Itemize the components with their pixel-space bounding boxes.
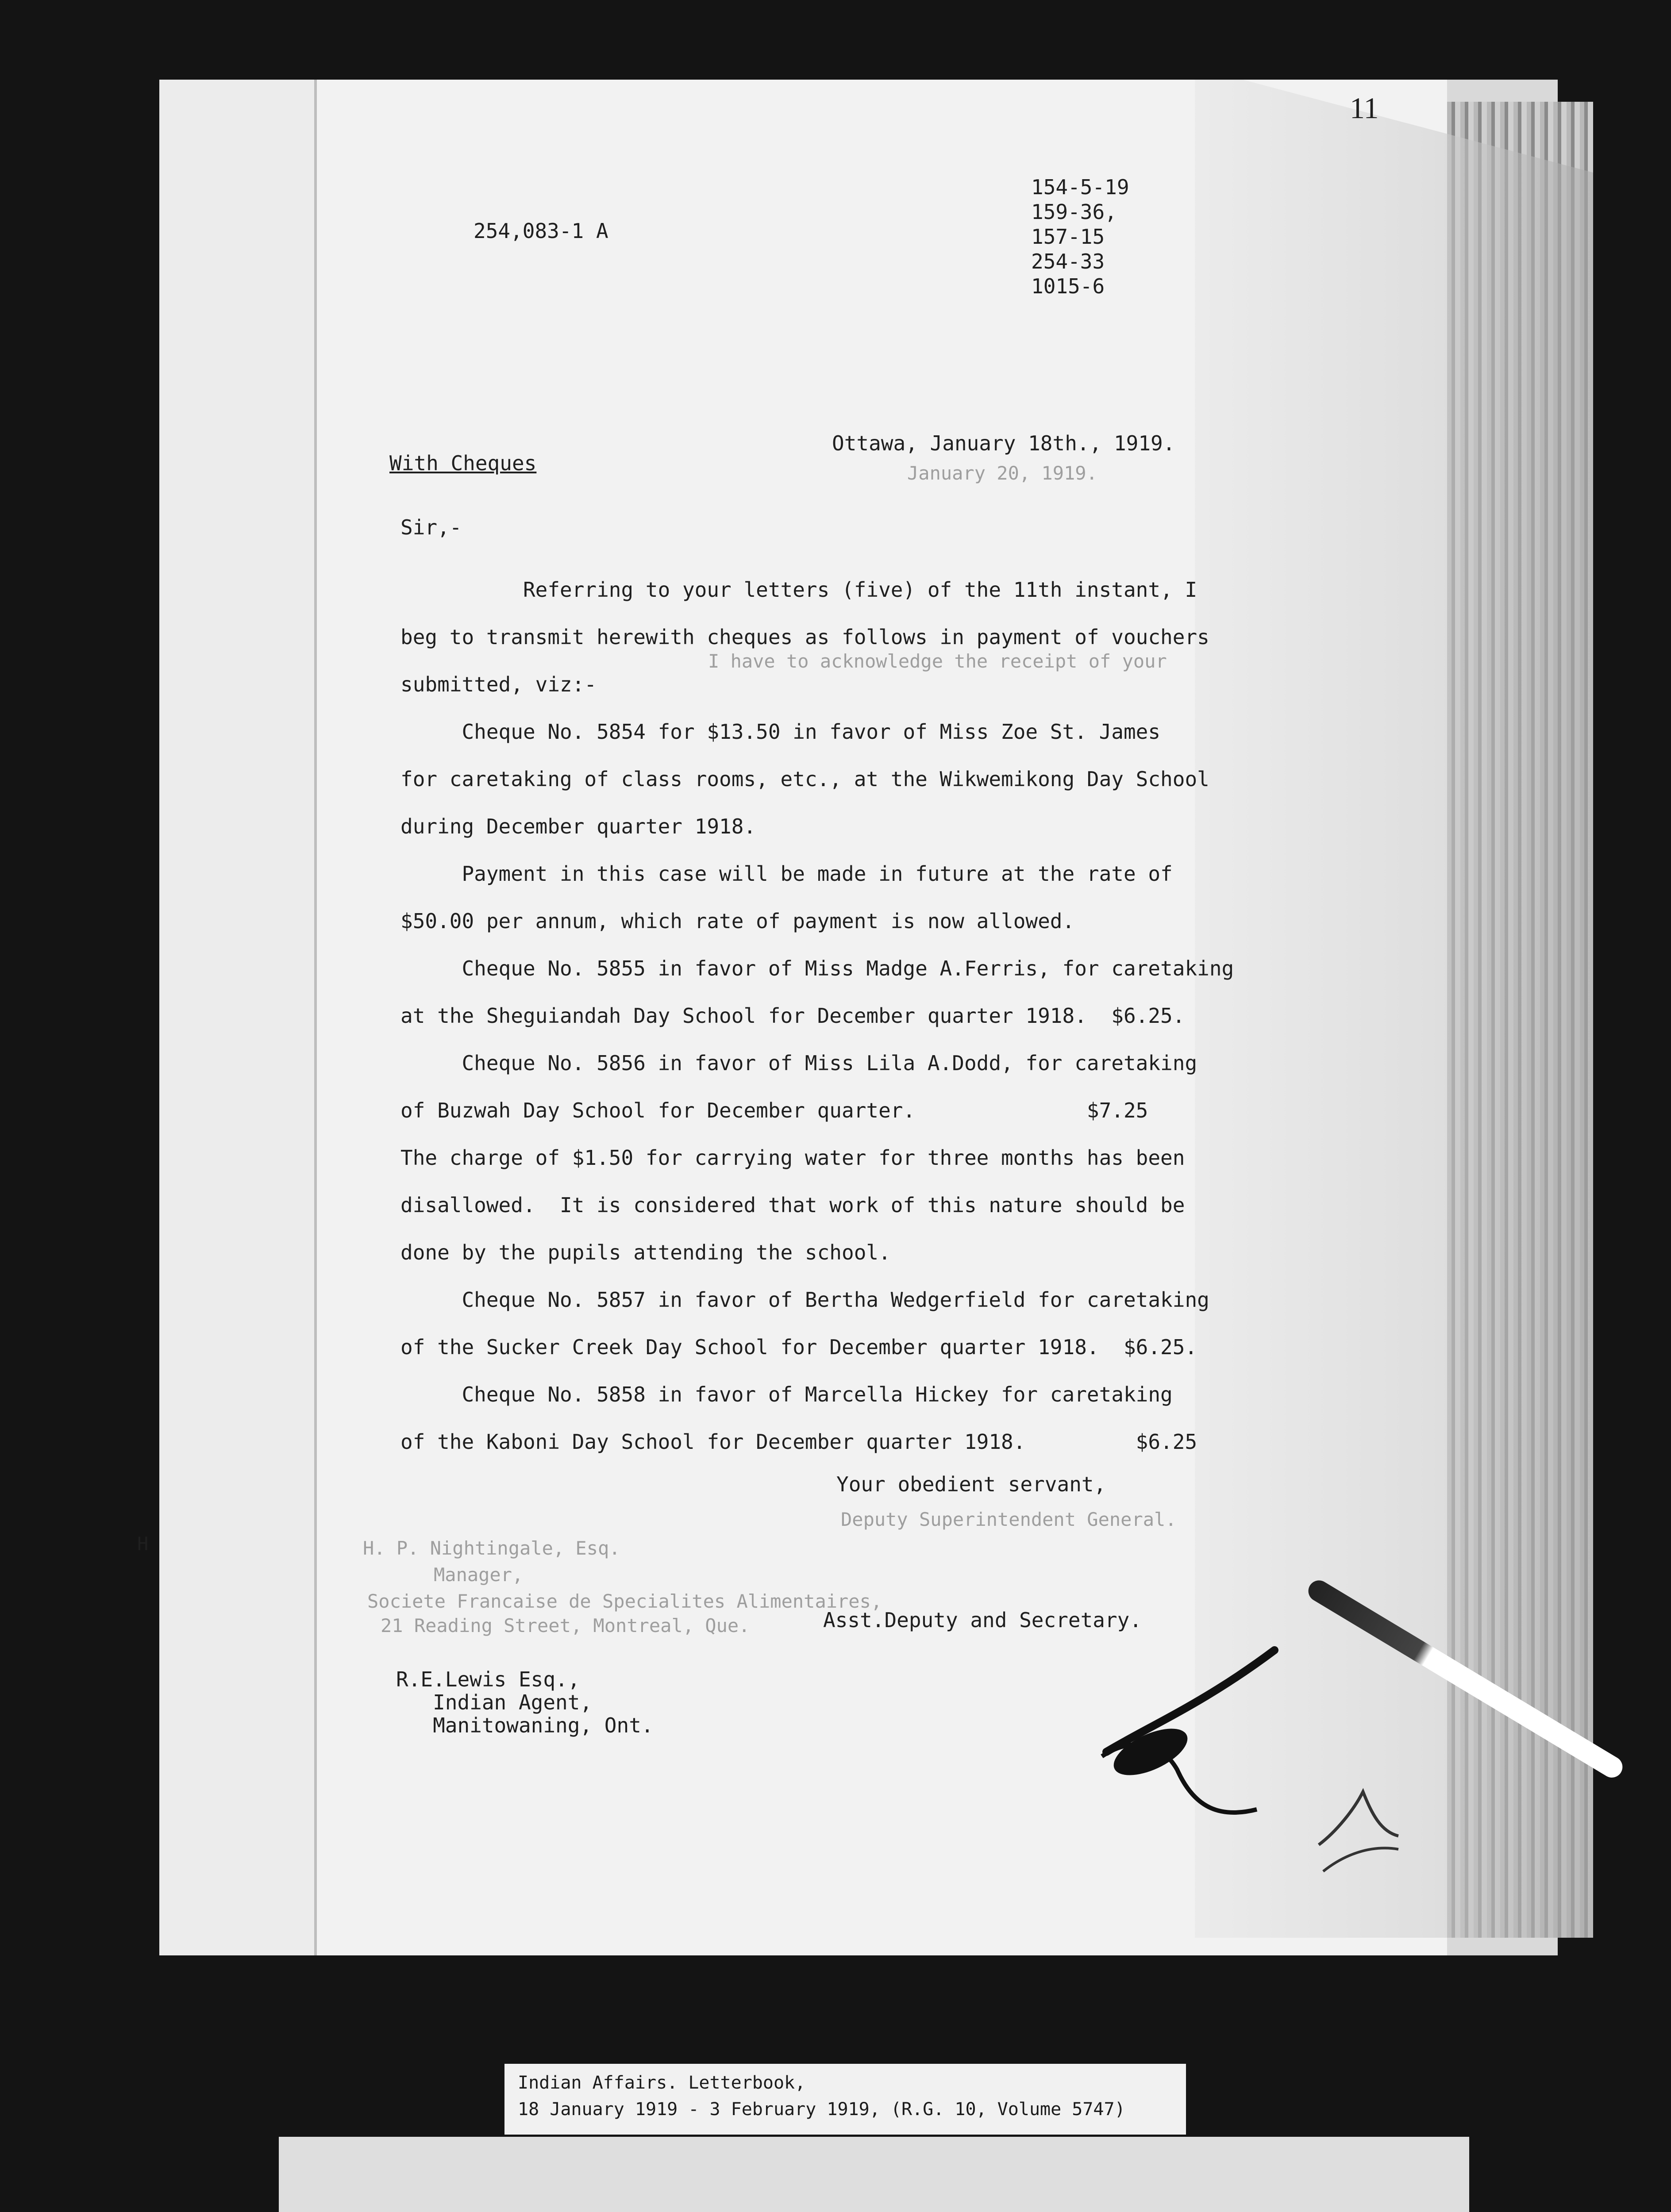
body-line: Cheque No. 5855 in favor of Miss Madge A.Ferris, for caretaking [400, 956, 1234, 980]
signature-title: Asst.Deputy and Secretary. [823, 1608, 1142, 1632]
label-line: 18 January 1919 - 3 February 1919, (R.G. 10, Volume 5747) [518, 2099, 1125, 2120]
body-line: during December quarter 1918. [400, 814, 756, 838]
binding-strip [159, 80, 317, 1955]
signature-mark [1089, 1624, 1425, 1960]
bleed-address: Societe Francaise de Specialites Alimentaires, [367, 1590, 882, 1612]
file-ref: 157-15 [1031, 225, 1105, 249]
body-line: of the Sucker Creek Day School for December quarter 1918. $6.25. [400, 1335, 1197, 1359]
letter-date: Ottawa, January 18th., 1919. [832, 431, 1175, 455]
addressee-line: R.E.Lewis Esq., [396, 1667, 580, 1691]
body-line: The charge of $1.50 for carrying water for three months has been [400, 1146, 1185, 1170]
body-line: Payment in this case will be made in future at the rate of [400, 862, 1173, 886]
body-line: at the Sheguiandah Day School for December quarter 1918. $6.25. [400, 1004, 1185, 1028]
bleed-title: Deputy Superintendent General. [841, 1509, 1177, 1530]
addressee [396, 1668, 654, 1737]
closing: Your obedient servant, [836, 1472, 1106, 1496]
body-line: Cheque No. 5854 for $13.50 in favor of Miss Zoe St. James [400, 720, 1161, 744]
file-ref: 159-36, [1031, 200, 1117, 224]
salutation: Sir,- [400, 515, 462, 539]
letter-body [400, 566, 1234, 1466]
body-line: submitted, viz:- [400, 672, 597, 696]
addressee-line: Manitowaning, Ont. [396, 1713, 654, 1737]
body-line: Cheque No. 5858 in favor of Marcella Hickey for caretaking [400, 1382, 1173, 1406]
body-line: Referring to your letters (five) of the 11th instant, I [400, 578, 1197, 602]
bleed-address: 21 Reading Street, Montreal, Que. [381, 1615, 750, 1636]
letter-heading: With Cheques [389, 451, 537, 475]
body-line: for caretaking of class rooms, etc., at the Wikwemikong Day School [400, 767, 1209, 791]
addressee-line: Indian Agent, [396, 1690, 593, 1714]
bleed-address: H. P. Nightingale, Esq. [363, 1537, 620, 1559]
body-line: done by the pupils attending the school. [400, 1240, 891, 1264]
archive-label [504, 2064, 1186, 2135]
file-references [1031, 175, 1129, 299]
file-ref: 1015-6 [1031, 274, 1105, 298]
body-line: beg to transmit herewith cheques as follows in payment of vouchers [400, 625, 1209, 649]
bleed-date: January 20, 1919. [907, 462, 1097, 484]
bleed-address: Manager, [434, 1564, 524, 1586]
label-line: Indian Affairs. Letterbook, [518, 2073, 806, 2093]
body-line: $50.00 per annum, which rate of payment is now allowed. [400, 909, 1075, 933]
body-line: of the Kaboni Day School for December quarter 1918. $6.25 [400, 1430, 1197, 1454]
bleed-ack: I have to acknowledge the receipt of your [708, 650, 1167, 672]
body-line: Cheque No. 5857 in favor of Bertha Wedgerfield for caretaking [400, 1288, 1209, 1312]
public-archives-card [279, 2137, 1469, 2212]
file-ref: 154-5-19 [1031, 175, 1129, 199]
body-line: disallowed. It is considered that work of this nature should be [400, 1193, 1185, 1217]
body-line: of Buzwah Day School for December quarter. $7.25 [400, 1098, 1148, 1122]
page-number: 11 [1350, 91, 1379, 125]
file-ref: 254-33 [1031, 250, 1105, 273]
body-line: Cheque No. 5856 in favor of Miss Lila A.Dodd, for caretaking [400, 1051, 1197, 1075]
file-number: 254,083-1 A [474, 219, 608, 243]
margin-mark: H [137, 1533, 149, 1555]
